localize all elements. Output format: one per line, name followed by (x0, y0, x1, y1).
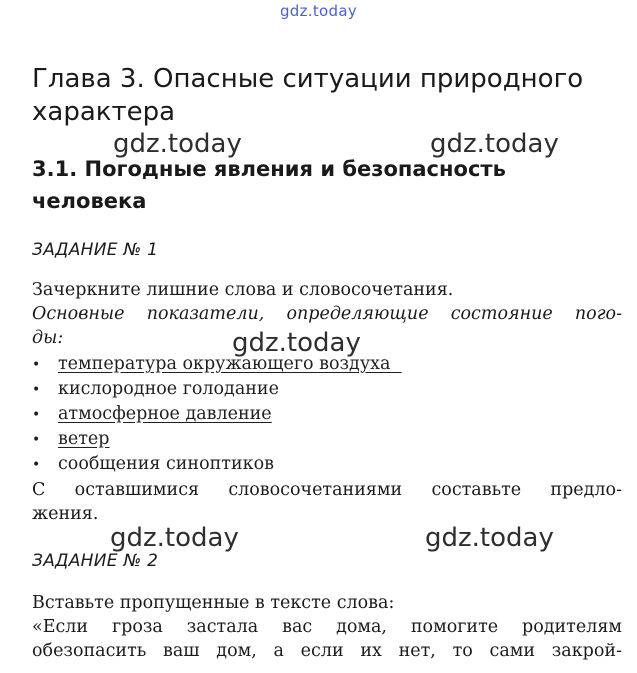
task1-question-line2: ды: (32, 328, 64, 348)
task1-item-list (32, 352, 402, 477)
bullet-icon: • (32, 407, 41, 423)
item-text: атмосферное давление (58, 404, 272, 424)
task2-text-line2: обезопасить ваш дом, а если их нет, то сами закрой- (32, 641, 622, 661)
bullet-icon: • (32, 432, 41, 448)
watermark: gdz.today (232, 328, 361, 358)
task1-instruction: Зачеркните лишние слова и словосочетания. (32, 280, 454, 300)
watermark-top: gdz.today (279, 2, 358, 20)
task2-text-line1: «Если гроза застала вас дома, помогите родителям (32, 617, 622, 637)
item-text: температура окружающего воздуха (58, 354, 391, 374)
watermark: gdz.today (113, 129, 242, 159)
task1-heading: ЗАДАНИЕ № 1 (32, 240, 159, 260)
bullet-icon: • (32, 457, 41, 473)
list-item (32, 377, 402, 402)
list-item (32, 427, 402, 452)
task2-heading: ЗАДАНИЕ № 2 (32, 551, 159, 571)
list-item (32, 452, 402, 477)
item-text: ветер (58, 429, 110, 449)
watermark: gdz.today (430, 129, 559, 159)
bullet-icon: • (32, 357, 41, 373)
section-title: 3.1. Погодные явления и безопасность человека (32, 157, 506, 213)
item-text: сообщения синоптиков (58, 454, 274, 474)
watermark: gdz.today (425, 523, 554, 553)
chapter-title: Глава 3. Опасные ситуации природного характера (32, 64, 584, 127)
task1-followup-line2: жения. (32, 504, 99, 524)
watermark: gdz.today (110, 523, 239, 553)
task1-followup-line1: С оставшимися словосочетаниями составьте предло- (32, 480, 622, 500)
bullet-icon: • (32, 382, 41, 398)
list-item (32, 402, 402, 427)
task2-instruction: Вставьте пропущенные в тексте слова: (32, 593, 395, 613)
list-item (32, 352, 402, 377)
task1-question-line1: Основные показатели, определяющие состояние пого- (32, 304, 622, 324)
item-text: кислородное голодание (58, 379, 279, 399)
